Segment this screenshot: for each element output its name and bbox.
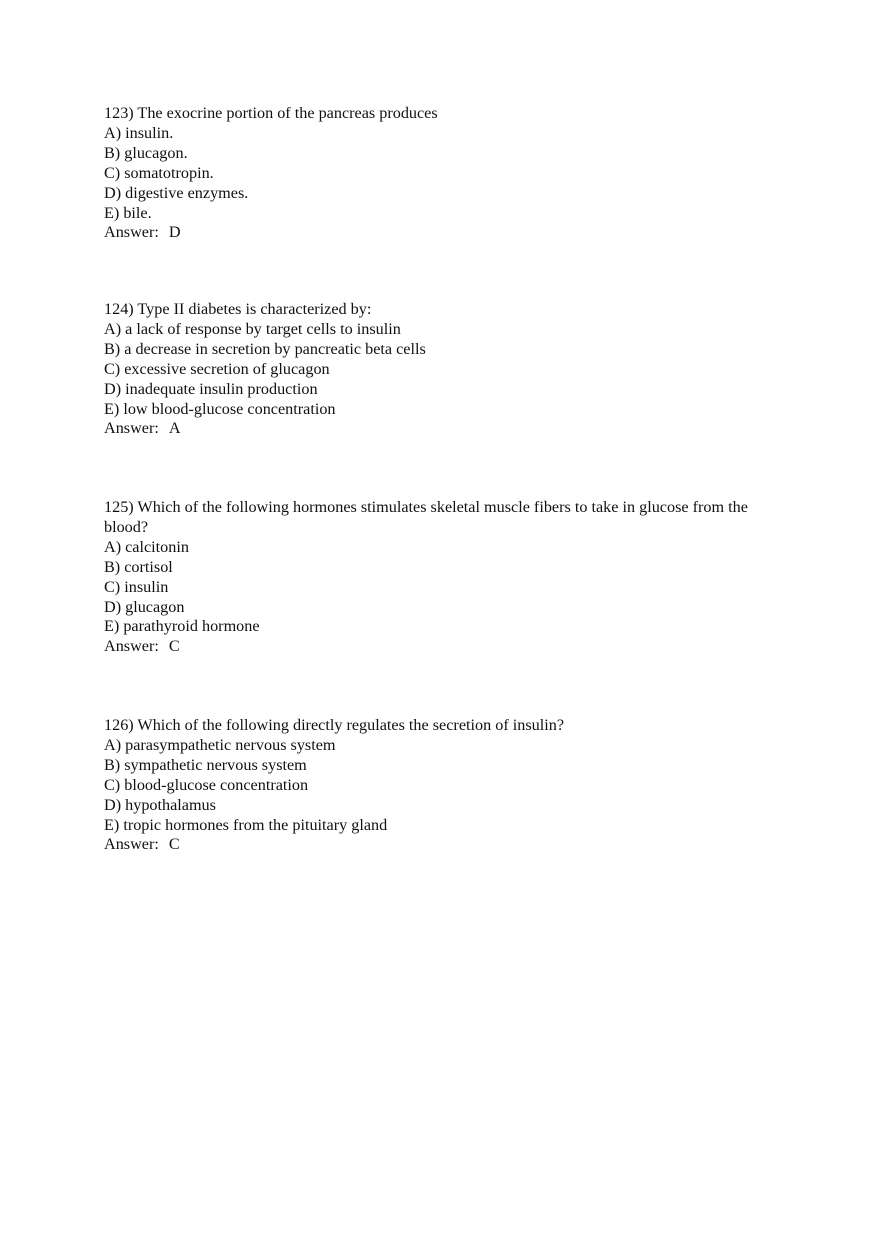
- answer-value: C: [168, 637, 180, 656]
- answer-option-c: C) insulin: [104, 577, 169, 596]
- answer-option-b: B) a decrease in secretion by pancreatic beta cells: [104, 339, 426, 358]
- answer-option-b: B) sympathetic nervous system: [104, 755, 307, 774]
- answer-label: Answer:: [104, 637, 159, 656]
- answer-line: [104, 637, 794, 657]
- answer-option-b: B) glucagon.: [104, 143, 188, 162]
- question-125: [104, 498, 794, 657]
- answer-line: [104, 223, 794, 243]
- question-stem: 126) Which of the following directly regulates the secretion of insulin?: [104, 716, 565, 734]
- question-stem: 124) Type II diabetes is characterized by:: [104, 300, 372, 318]
- question-123: [104, 104, 794, 243]
- answer-line: [104, 419, 794, 439]
- answer-value: D: [168, 223, 181, 242]
- answer-option-a: A) insulin.: [104, 123, 174, 142]
- answer-option-d: D) glucagon: [104, 597, 185, 616]
- answer-option-d: D) digestive enzymes.: [104, 183, 249, 202]
- answer-option-d: D) hypothalamus: [104, 795, 216, 814]
- answer-option-c: C) blood-glucose concentration: [104, 775, 309, 794]
- answer-label: Answer:: [104, 419, 159, 438]
- answer-option-a: A) a lack of response by target cells to insulin: [104, 319, 401, 338]
- answer-option-e: E) tropic hormones from the pituitary gland: [104, 815, 388, 834]
- answer-option-c: C) somatotropin.: [104, 163, 214, 182]
- answer-label: Answer:: [104, 223, 159, 242]
- answer-option-a: A) calcitonin: [104, 537, 189, 556]
- answer-option-d: D) inadequate insulin production: [104, 379, 318, 398]
- answer-line: [104, 835, 794, 855]
- answer-option-c: C) excessive secretion of glucagon: [104, 359, 330, 378]
- answer-option-b: B) cortisol: [104, 557, 173, 576]
- answer-option-e: E) low blood-glucose concentration: [104, 399, 336, 418]
- question-126: [104, 716, 794, 855]
- answer-value: A: [168, 419, 181, 438]
- question-124: [104, 300, 794, 439]
- answer-option-a: A) parasympathetic nervous system: [104, 735, 336, 754]
- answer-option-e: E) bile.: [104, 203, 152, 222]
- answer-option-e: E) parathyroid hormone: [104, 617, 260, 636]
- answer-label: Answer:: [104, 835, 159, 854]
- question-stem: 125) Which of the following hormones stimulates skeletal muscle fibers to take in glucose from the blood?: [104, 498, 748, 536]
- answer-value: C: [168, 835, 180, 854]
- question-stem: 123) The exocrine portion of the pancreas produces: [104, 104, 438, 122]
